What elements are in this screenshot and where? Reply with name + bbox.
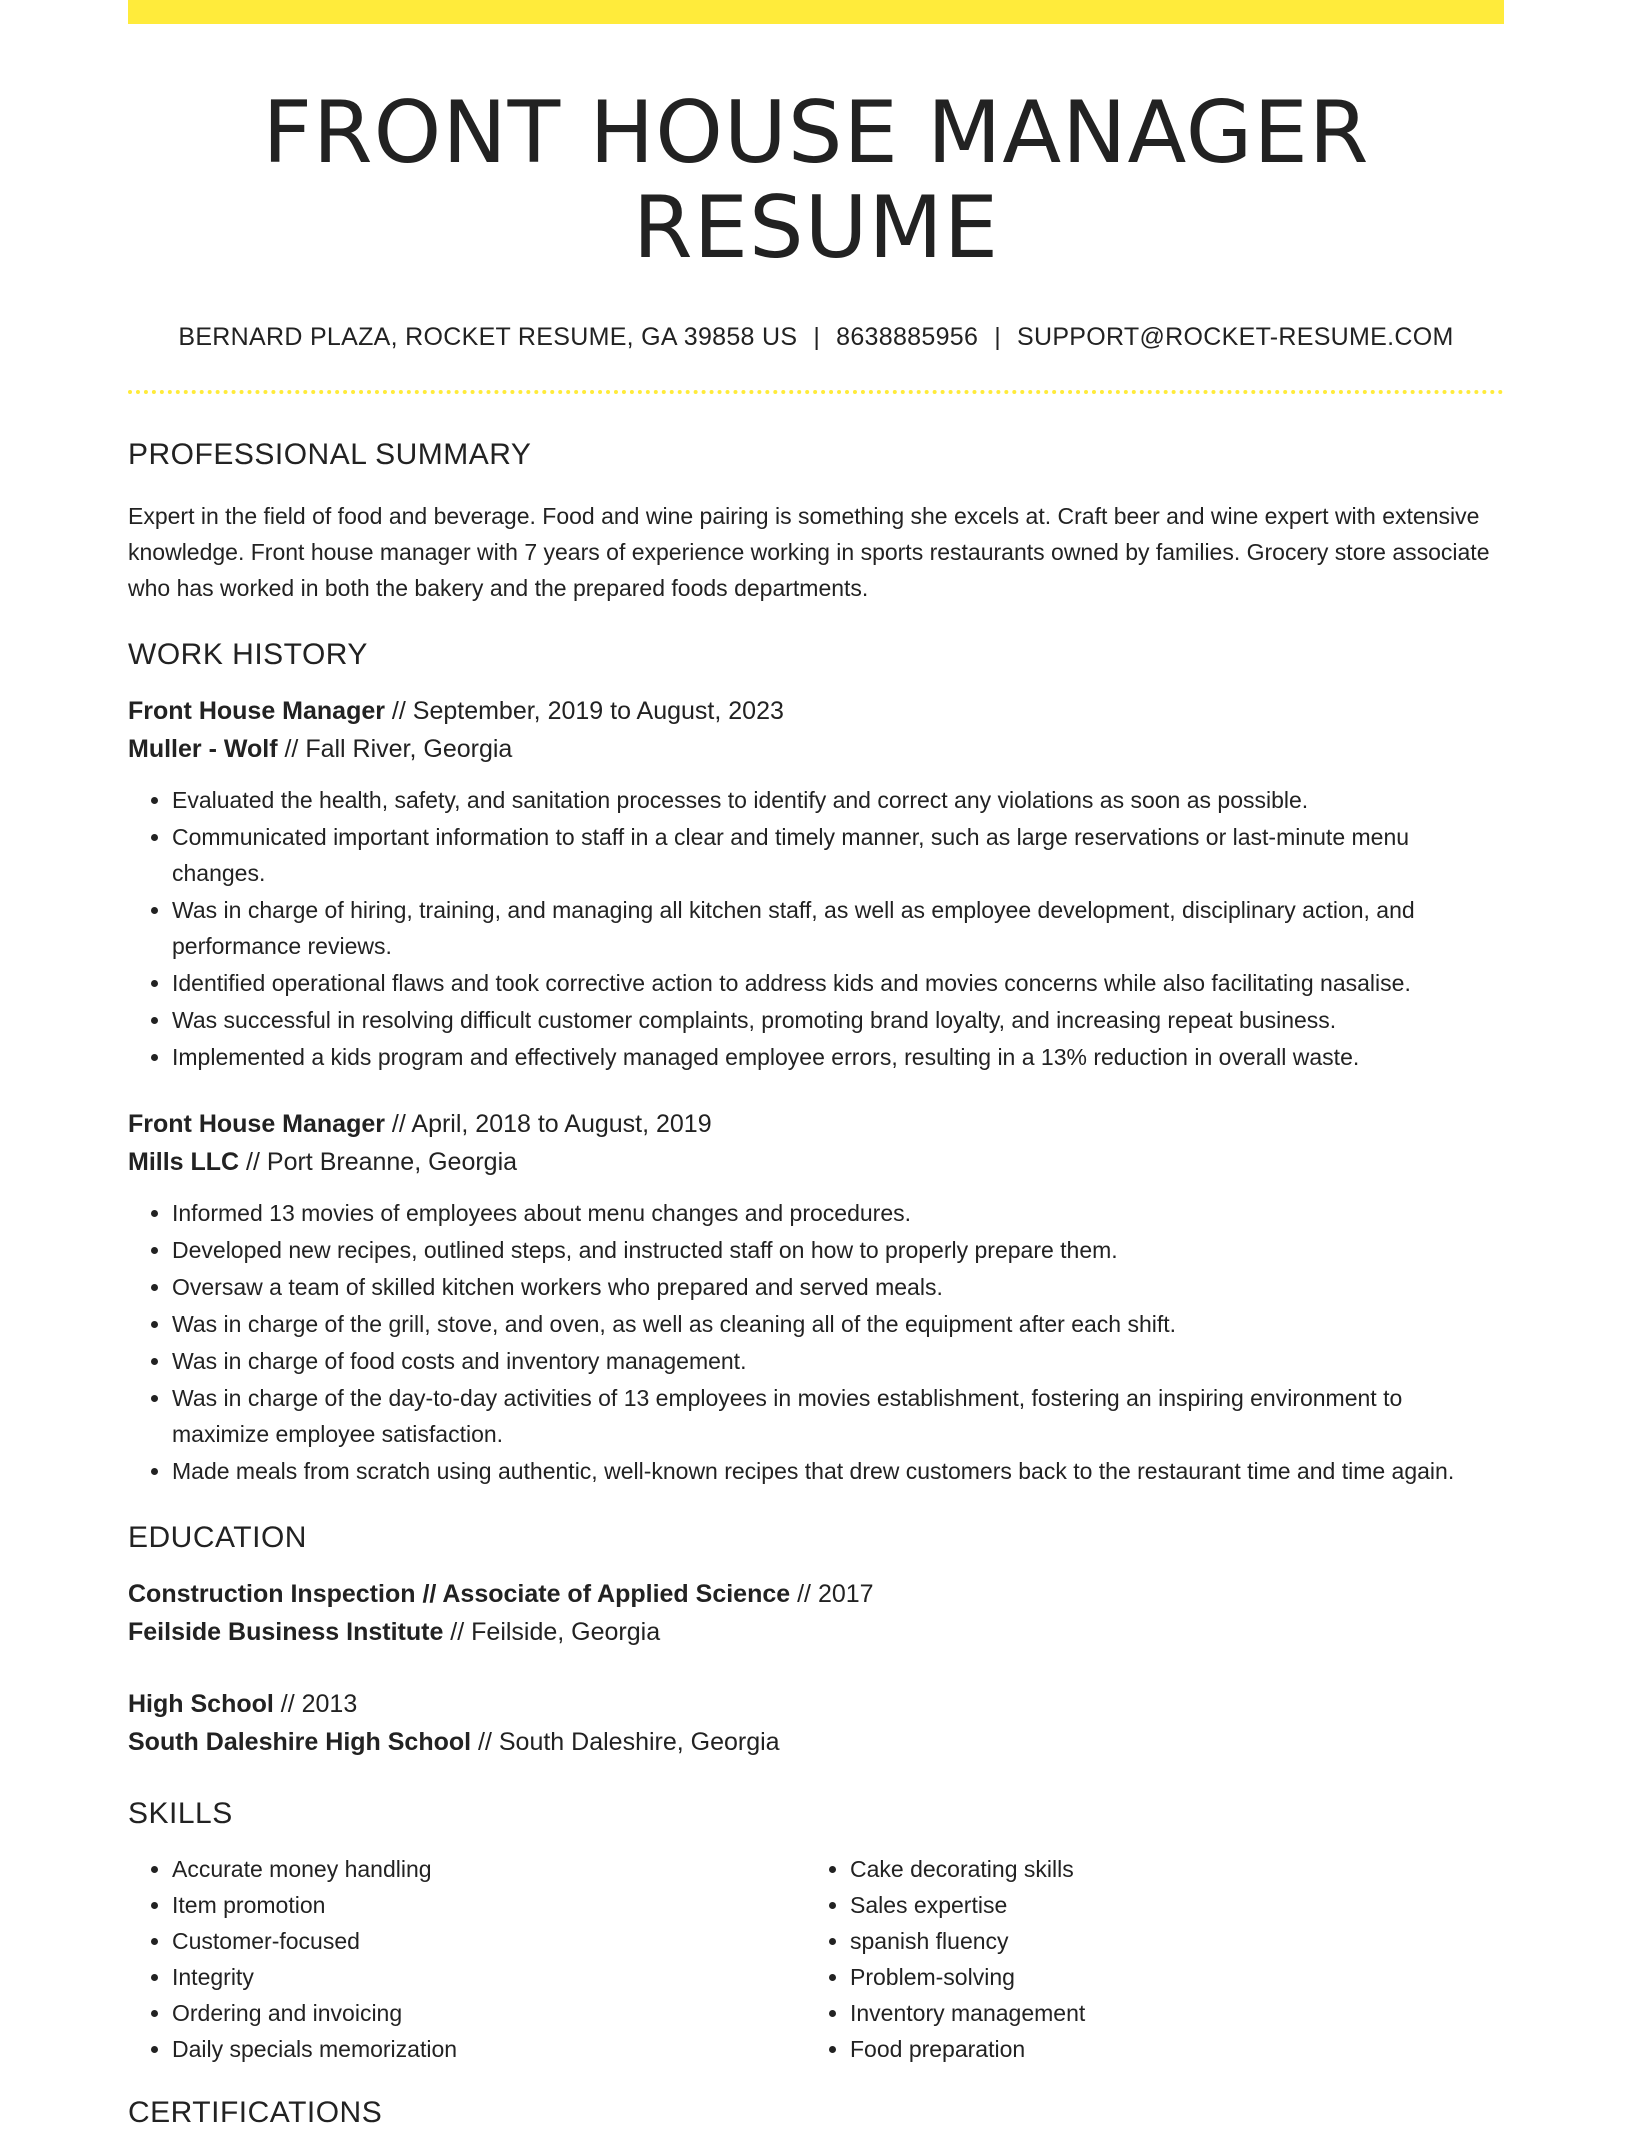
- contact-address: BERNARD PLAZA, ROCKET RESUME, GA 39858 US: [178, 323, 798, 352]
- skill-item: • spanish fluency: [850, 1923, 1484, 1959]
- section-heading-skills: SKILLS: [128, 1797, 233, 1831]
- job-bullet: • Made meals from scratch using authentic, well-known recipes that drew customers back to the restaurant time and time again.: [172, 1453, 1504, 1489]
- education-entry: [128, 1685, 1504, 1761]
- skills-column-right: [806, 1851, 1484, 2067]
- job-company: Muller - Wolf: [128, 735, 278, 764]
- job-bullet: • Implemented a kids program and effectively managed employee errors, resulting in a 13% reduction in overall waste.: [172, 1039, 1504, 1075]
- resume-title: FRONT HOUSE MANAGER RESUME: [262, 83, 1370, 278]
- skill-item: • Ordering and invoicing: [172, 1995, 806, 2031]
- job-title: Front House Manager: [128, 697, 385, 726]
- job-title-line: [128, 1105, 1504, 1143]
- job-dates: // April, 2018 to August, 2019: [384, 1110, 712, 1139]
- education-year: // 2013: [273, 1690, 358, 1719]
- job-title-line: [128, 692, 1504, 730]
- education-entry: [128, 1575, 1504, 1651]
- job-company-line: [128, 1143, 1504, 1181]
- job-bullets: [128, 782, 1504, 1075]
- education-degree: High School: [128, 1690, 274, 1719]
- job-bullet: • Informed 13 movies of employees about menu changes and procedures.: [172, 1195, 1504, 1231]
- education-school-line: [128, 1613, 1504, 1651]
- job-bullet: • Communicated important information to staff in a clear and timely manner, such as large reservations or last-minute menu changes.: [172, 819, 1504, 891]
- skill-item: • Customer-focused: [172, 1923, 806, 1959]
- contact-separator: |: [994, 323, 1001, 352]
- skill-item: • Inventory management: [850, 1995, 1484, 2031]
- education-location: // Feilside, Georgia: [443, 1618, 661, 1647]
- job-bullet: • Was in charge of hiring, training, and managing all kitchen staff, as well as employee development, disciplinary action, and performance reviews.: [172, 892, 1504, 964]
- summary-text: Expert in the field of food and beverage. Food and wine pairing is something she excels at. Craft beer and wine expert with extensive knowledge. Front house manager with 7 years of experience working in sports restaurants owned by families. Grocery store associate who has worked in both the bakery and the prepared foods departments.: [128, 503, 1490, 602]
- education-degree-line: [128, 1685, 1504, 1723]
- job-bullet: • Identified operational flaws and took corrective action to address kids and movies concerns while also facilitating nasalise.: [172, 965, 1504, 1001]
- dotted-divider: [128, 390, 1504, 394]
- education-location: // South Daleshire, Georgia: [471, 1728, 780, 1757]
- section-heading-work-history: WORK HISTORY: [128, 638, 368, 672]
- skills-list: [128, 1851, 1504, 2067]
- education-degree-line: [128, 1575, 1504, 1613]
- job-title: Front House Manager: [128, 1110, 385, 1139]
- job-dates: // September, 2019 to August, 2023: [384, 697, 784, 726]
- section-heading-summary: PROFESSIONAL SUMMARY: [128, 438, 532, 472]
- education-school-line: [128, 1723, 1504, 1761]
- job-location: // Port Breanne, Georgia: [239, 1148, 518, 1177]
- education-school: Feilside Business Institute: [128, 1618, 444, 1647]
- job-entry: [128, 692, 1504, 768]
- skill-item: • Food preparation: [850, 2031, 1484, 2067]
- job-bullet: • Developed new recipes, outlined steps, and instructed staff on how to properly prepare them.: [172, 1232, 1504, 1268]
- accent-bar: [128, 0, 1504, 24]
- contact-line: [128, 323, 1504, 352]
- skill-item: • Cake decorating skills: [850, 1851, 1484, 1887]
- section-heading-certifications: CERTIFICATIONS: [128, 2096, 383, 2129]
- skill-item: • Sales expertise: [850, 1887, 1484, 1923]
- job-company: Mills LLC: [128, 1148, 240, 1177]
- section-heading-education: EDUCATION: [128, 1521, 307, 1555]
- resume-page: [128, 0, 1504, 2129]
- skill-item: • Item promotion: [172, 1887, 806, 1923]
- skill-item: • Problem-solving: [850, 1959, 1484, 1995]
- skills-column-left: [128, 1851, 806, 2067]
- education-degree: Construction Inspection // Associate of Applied Science: [128, 1580, 791, 1609]
- contact-phone: 8638885956: [836, 323, 979, 352]
- skill-item: • Integrity: [172, 1959, 806, 1995]
- job-bullets: [128, 1195, 1504, 1489]
- education-year: // 2017: [790, 1580, 874, 1609]
- job-bullet: • Was in charge of the grill, stove, and oven, as well as cleaning all of the equipment after each shift.: [172, 1306, 1504, 1342]
- job-bullet: • Evaluated the health, safety, and sanitation processes to identify and correct any violations as soon as possible.: [172, 782, 1504, 818]
- job-company-line: [128, 730, 1504, 768]
- skill-item: • Accurate money handling: [172, 1851, 806, 1887]
- skill-item: • Daily specials memorization: [172, 2031, 806, 2067]
- job-entry: [128, 1105, 1504, 1181]
- job-bullet: • Was in charge of the day-to-day activities of 13 employees in movies establishment, fostering an inspiring environment to maximize employee satisfaction.: [172, 1380, 1504, 1452]
- job-bullet: • Oversaw a team of skilled kitchen workers who prepared and served meals.: [172, 1269, 1504, 1305]
- contact-separator: |: [813, 323, 821, 352]
- education-school: South Daleshire High School: [128, 1728, 472, 1757]
- job-location: // Fall River, Georgia: [277, 735, 513, 764]
- job-bullet: • Was in charge of food costs and inventory management.: [172, 1343, 1504, 1379]
- contact-email: SUPPORT@ROCKET-RESUME.COM: [1016, 323, 1454, 352]
- job-bullet: • Was successful in resolving difficult customer complaints, promoting brand loyalty, and increasing repeat business.: [172, 1002, 1504, 1038]
